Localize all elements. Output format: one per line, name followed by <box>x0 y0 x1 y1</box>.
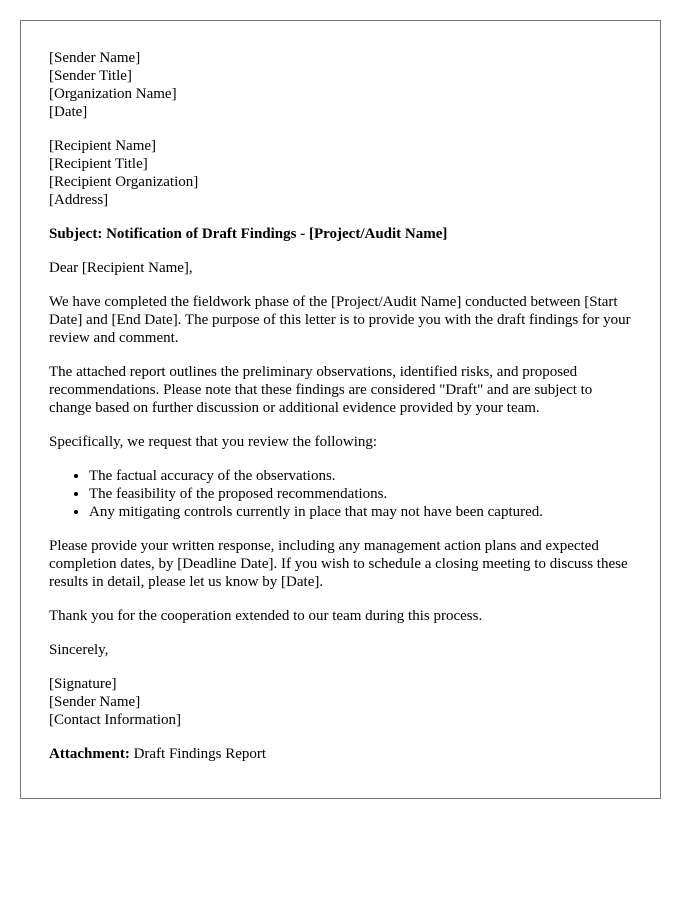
closing-salutation: Sincerely, <box>49 642 109 658</box>
signature-block <box>49 675 632 729</box>
body-paragraph-3: Specifically, we request that you review the following: <box>49 434 378 450</box>
closing-sender-name: [Sender Name] <box>49 694 141 710</box>
contact-information: [Contact Information] <box>49 712 182 728</box>
signature: [Signature] <box>49 676 117 692</box>
attachment-line <box>49 745 632 763</box>
review-list <box>49 467 632 521</box>
recipient-address: [Address] <box>49 192 109 208</box>
recipient-name: [Recipient Name] <box>49 138 157 154</box>
greeting: Dear [Recipient Name], <box>49 260 193 276</box>
recipient-organization: [Recipient Organization] <box>49 174 199 190</box>
body-paragraph-1: We have completed the fieldwork phase of the [Project/Audit Name] conducted between [Start Date] and [End Date]. The purpose of this letter is to provide you with the draft findings for your review and comment. <box>49 294 631 346</box>
sender-organization: [Organization Name] <box>49 86 177 102</box>
body-paragraph-5: Thank you for the cooperation extended to our team during this process. <box>49 608 483 624</box>
list-item: • The feasibility of the proposed recommendations. <box>89 485 632 503</box>
sender-title: [Sender Title] <box>49 68 132 84</box>
letter <box>20 20 661 799</box>
subject-line: Subject: Notification of Draft Findings - [Project/Audit Name] <box>49 226 448 242</box>
attachment-value: Draft Findings Report <box>129 746 267 762</box>
letter-date: [Date] <box>49 104 88 120</box>
list-item: • Any mitigating controls currently in place that may not have been captured. <box>89 503 632 521</box>
recipient-block <box>49 137 632 209</box>
sender-name: [Sender Name] <box>49 50 141 66</box>
sender-block <box>49 49 632 121</box>
recipient-title: [Recipient Title] <box>49 156 148 172</box>
list-item: • The factual accuracy of the observations. <box>89 467 632 485</box>
body-paragraph-4: Please provide your written response, including any management action plans and expected completion dates, by [Deadline Date]. If you wish to schedule a closing meeting to discuss these results in detail, please let us know by [Date]. <box>49 538 628 590</box>
attachment-label: Attachment: <box>49 746 130 762</box>
body-paragraph-2: The attached report outlines the preliminary observations, identified risks, and proposed recommendations. Please note that these findings are considered "Draft" and are subject to change based on further discussion or additional evidence provided by your team. <box>49 364 593 416</box>
